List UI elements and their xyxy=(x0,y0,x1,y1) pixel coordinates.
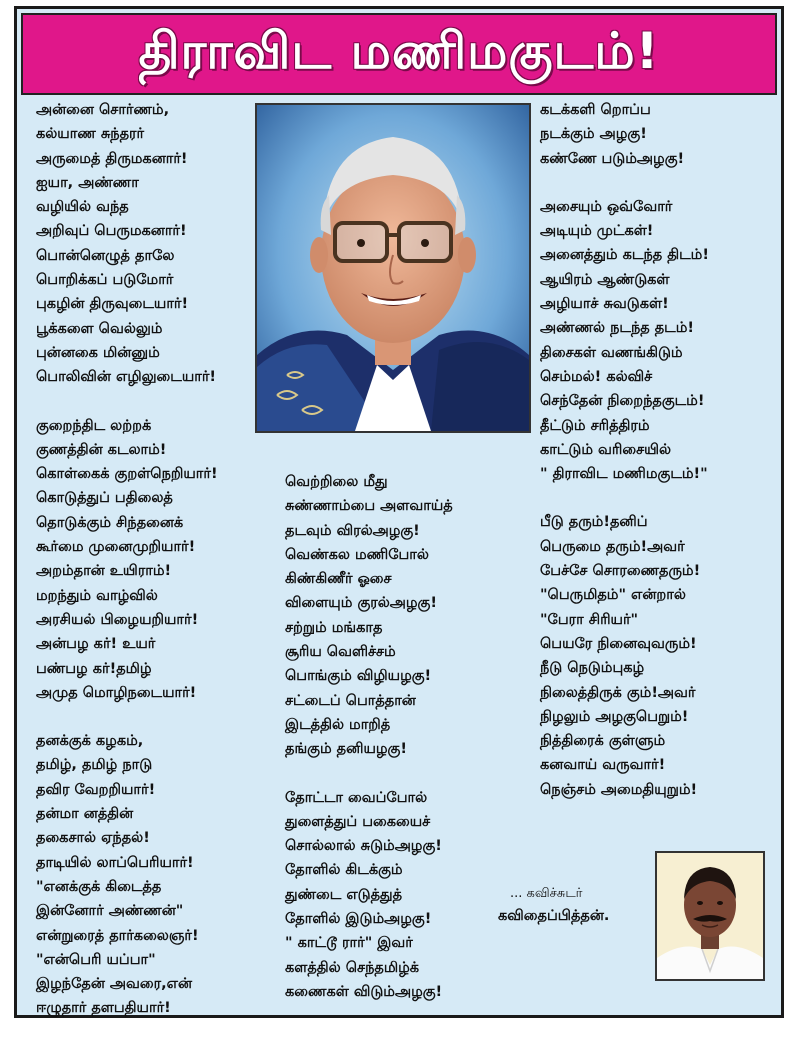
poem-line: தகைசால் ஏந்தல்! xyxy=(36,830,150,847)
poem-line: நிலைத்திருக் கும்!அவர் xyxy=(540,684,696,701)
poem-line: புகழின் திருவுடையார்! xyxy=(36,296,189,313)
poem-line: கொடுத்துப் பதிலைத் xyxy=(36,490,173,507)
poet-title: ... கவிச்சுடர் xyxy=(510,886,583,901)
portrait-photo xyxy=(255,103,531,433)
poem-line: செம்மல்! கல்விச் xyxy=(540,368,653,385)
poet-name: கவிதைப்பித்தன். xyxy=(498,908,610,924)
poem-line: வெற்றிலை மீது xyxy=(285,474,388,490)
poem-line: ஈழுதார் தளபதியார்! xyxy=(36,1000,171,1017)
poem-line: என்றுரைத் தார்கலைஞர்! xyxy=(36,927,199,944)
poem-line: சற்றும் மங்காத xyxy=(285,619,383,636)
poem-line: சூரிய வெளிச்சம் xyxy=(285,644,396,661)
poem-line: தமிழ், தமிழ் நாடு xyxy=(36,757,153,774)
stanza xyxy=(36,98,218,390)
poem-line: தோளில் கிடக்கும் xyxy=(285,862,403,879)
poem-line: தீட்டும் சரித்திரம் xyxy=(540,417,650,434)
poem-line: அனைத்தும் கடந்த திடம்! xyxy=(540,247,709,264)
poem-line: சொல்லால் சுடும்அழகு! xyxy=(285,838,442,855)
poem-line: "பேரா சிரியர்" xyxy=(540,611,639,628)
poem-line: கடக்களி றொப்ப xyxy=(540,102,651,118)
poem-line: "எனக்குக் கிடைத்த xyxy=(36,878,162,895)
poem-line: அறிவுப் பெருமகனார்! xyxy=(36,223,187,240)
poem-line: இன்னோர் அண்ணன்" xyxy=(36,903,184,920)
poem-line: சட்டைப் பொத்தான் xyxy=(285,692,416,709)
poem-line: வழியில் வந்த xyxy=(36,199,129,216)
poem-line: களத்தில் செந்தமிழ்க் xyxy=(285,959,420,976)
poem-line: பீடு தரும்!தனிப் xyxy=(540,514,648,531)
stanza xyxy=(285,470,453,762)
poem-line: வெண்கல மணிபோல் xyxy=(285,546,429,563)
poem-line: அருமைத் திருமகனார்! xyxy=(36,150,188,167)
page-title: திராவிட மணிமகுடம்! xyxy=(138,21,660,80)
poem-line: பெருமை தரும்!அவர் xyxy=(540,538,685,555)
poem-line: அசையும் ஒவ்வோர் xyxy=(540,198,673,215)
poem-line: இழந்தேன் அவரை,என் xyxy=(36,976,193,993)
poem-line: பேச்சே சொரணைதரும்! xyxy=(540,563,701,580)
portrait-illustration xyxy=(257,105,529,431)
poem-line: கண்ணே படும்அழகு! xyxy=(540,150,685,167)
title-banner xyxy=(21,13,777,95)
poem-line: பெயரே நினைவுவரும்! xyxy=(540,635,697,652)
poem-line: பூக்களை வெல்லும் xyxy=(36,320,163,337)
poem-line: "என்பெரி யப்பா" xyxy=(36,951,156,968)
poem-line: பொறிக்கப் படுமோர் xyxy=(36,272,174,289)
stanza xyxy=(285,786,453,1005)
poem-line: அரசியல் பிழையறியார்! xyxy=(36,611,199,628)
stanza xyxy=(540,98,709,171)
poem-line: ஐயா, அண்ணா xyxy=(36,174,139,191)
poem-line: குணத்தின் கடலாம்! xyxy=(36,441,167,458)
poem-line: தனக்குக் கழகம், xyxy=(36,733,144,750)
poem-line: "பெருமிதம்" என்றால் xyxy=(540,587,686,604)
poem-line: தொடுக்கும் சிந்தனைக் xyxy=(36,514,184,531)
poem-line: அமுத மொழிநடையார்! xyxy=(36,684,197,701)
poem-line: அன்பழ கர்! உயர் xyxy=(36,636,156,653)
poem-line: பொங்கும் விழியழகு! xyxy=(285,668,432,685)
poem-line: அழியாச் சுவடுகள்! xyxy=(540,296,669,313)
poem-line: புன்னகை மின்னும் xyxy=(36,344,160,361)
poem-line: தன்மா னத்தின் xyxy=(36,806,134,823)
stanza xyxy=(36,414,218,706)
poem-line: தோட்டா வைப்போல் xyxy=(285,789,428,806)
poem-line: தடவும் விரல்அழகு! xyxy=(285,522,420,539)
poem-line: கூர்மை முனைமுறியார்! xyxy=(36,539,196,556)
poem-column-2 xyxy=(285,470,453,1028)
poem-line: கணைகள் விடும்அழகு! xyxy=(285,983,443,1000)
poem-line: தவிர வேறறியார்! xyxy=(36,781,156,798)
poem-column-3 xyxy=(540,98,709,826)
poem-column-1 xyxy=(36,98,218,1045)
poet-credit xyxy=(498,886,609,926)
poem-line: விளையும் குரல்அழகு! xyxy=(285,595,437,612)
poem-line: கொள்கைக் குறள்நெறியார்! xyxy=(36,466,218,483)
poem-line: கனவாய் வருவார்! xyxy=(540,757,666,774)
poem-line: நீடு நெடும்புகழ் xyxy=(540,660,645,677)
poem-line: நடக்கும் அழகு! xyxy=(540,126,647,143)
stanza xyxy=(540,195,709,487)
poem-line: பொலிவின் எழிலுடையார்! xyxy=(36,369,217,386)
poet-photo xyxy=(655,851,765,981)
poem-line: அண்ணல் நடந்த தடம்! xyxy=(540,320,695,337)
poem-line: துளைத்துப் பகையைச் xyxy=(285,813,431,830)
poem-line: துண்டை எடுத்துத் xyxy=(285,886,403,903)
stanza xyxy=(36,729,218,1021)
poem-line: தாடியில் லாப்பெரியார்! xyxy=(36,854,194,871)
poem-line: அன்னை சொர்ணம், xyxy=(36,102,170,118)
poem-line: பொன்னெழுத் தாலே xyxy=(36,247,175,264)
poem-line: " திராவிட மணிமகுடம்!" xyxy=(540,466,708,483)
poem-line: திசைகள் வணங்கிடும் xyxy=(540,344,683,361)
poem-line: கிண்கிணீர் ஓசை xyxy=(285,571,392,588)
poem-line: குறைந்திட லற்றக் xyxy=(36,417,152,434)
poem-line: செந்தேன் நிறைந்தகுடம்! xyxy=(540,393,705,410)
poem-line: இடத்தில் மாறித் xyxy=(285,716,391,733)
poem-line: மறந்தும் வாழ்வில் xyxy=(36,587,158,604)
stanza xyxy=(540,510,709,802)
poem-line: நித்திரைக் குள்ளும் xyxy=(540,733,666,750)
poem-line: நெஞ்சம் அமைதியுறும்! xyxy=(540,781,698,798)
poem-line: கல்யாண சுந்தரர் xyxy=(36,126,145,143)
poem-line: " காட்டூ ரார்" இவர் xyxy=(285,935,413,952)
poem-line: அறம்தான் உயிராம்! xyxy=(36,563,172,580)
poem-line: ஆயிரம் ஆண்டுகள் xyxy=(540,271,670,288)
poem-line: தங்கும் தனியழகு! xyxy=(285,741,407,758)
poem-line: பண்பழ கர்!தமிழ் xyxy=(36,660,152,677)
poem-line: அடியும் முட்கள்! xyxy=(540,223,654,240)
poem-line: காட்டும் வரிசையில் xyxy=(540,441,672,458)
poem-line: நிழலும் அழகுபெறும்! xyxy=(540,708,689,725)
poem-line: தோளில் இடும்அழகு! xyxy=(285,911,432,928)
poem-line: சுண்ணாம்பை அளவாய்த் xyxy=(285,498,453,515)
poet-illustration xyxy=(657,853,763,979)
